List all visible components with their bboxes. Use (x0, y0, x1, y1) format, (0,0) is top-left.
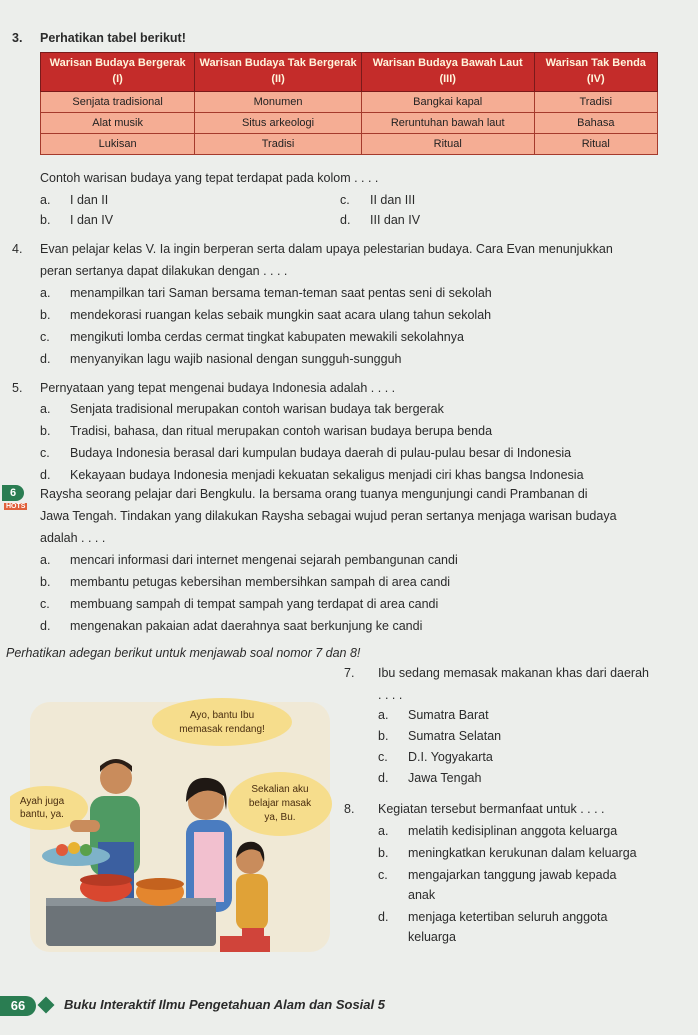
option-letter: b. (40, 308, 51, 322)
option-letter: a. (378, 708, 389, 722)
option-letter: d. (40, 468, 51, 482)
bubble-text: ya, Bu. (264, 812, 296, 823)
option-text: Jawa Tengah (408, 771, 482, 785)
option-letter: b. (40, 424, 51, 438)
question-4-number: 4. (12, 242, 23, 256)
table-cell: Bangkai kapal (361, 92, 534, 113)
option-text: I dan IV (70, 213, 114, 227)
option-letter: b. (378, 846, 389, 860)
option-letter: d. (40, 352, 51, 366)
option-text: Tradisi, bahasa, dan ritual merupakan contoh warisan budaya berupa benda (70, 424, 493, 438)
table-cell: Bahasa (534, 113, 657, 134)
option-text: mendekorasi ruangan kelas sebaik mungkin saat acara ulang tahun sekolah (70, 308, 492, 322)
option-letter: c. (378, 868, 388, 882)
option-letter: d. (340, 213, 351, 227)
question-8-text: Kegiatan tersebut bermanfaat untuk . . . . (378, 802, 605, 816)
heritage-table (40, 52, 658, 155)
option-letter: c. (40, 330, 50, 344)
speech-bubble (152, 698, 292, 746)
option-letter: d. (378, 910, 389, 924)
question-3-prompt: Perhatikan tabel berikut! (40, 31, 186, 45)
question-3-number: 3. (12, 31, 23, 45)
question-3-text: Contoh warisan budaya yang tepat terdapat pada kolom . . . . (40, 171, 379, 185)
question-7-number: 7. (344, 666, 355, 680)
option-letter: a. (378, 824, 389, 838)
table-header-row (41, 53, 658, 92)
option-text: mengenakan pakaian adat daerahnya saat berkunjung ke candi (70, 619, 423, 633)
option-text: Budaya Indonesia berasal dari kumpulan budaya daerah di pulau-pulau besar di Indonesia (70, 446, 572, 460)
table-cell: Reruntuhan bawah laut (361, 113, 534, 134)
table-cell: Lukisan (41, 134, 195, 155)
table-cell: Tradisi (195, 134, 362, 155)
stove (46, 902, 216, 946)
option-letter: c. (340, 193, 350, 207)
table-cell: Ritual (361, 134, 534, 155)
option-text: menjaga ketertiban seluruh anggota (408, 910, 608, 924)
option-letter: a. (40, 402, 51, 416)
option-letter: b. (40, 575, 51, 589)
option-text: melatih kedisiplinan anggota keluarga (408, 824, 618, 838)
option-letter: b. (40, 213, 51, 227)
table-row (41, 113, 658, 134)
option-text: D.I. Yogyakarta (408, 750, 493, 764)
question-6-number-badge: 6 (2, 485, 24, 501)
bubble-text: Ayo, bantu Ibu (189, 710, 255, 721)
option-letter: d. (40, 619, 51, 633)
question-5-text: Pernyataan yang tepat mengenai budaya Indonesia adalah . . . . (40, 381, 396, 395)
option-letter: b. (378, 729, 389, 743)
option-text: II dan III (370, 193, 416, 207)
option-text: menyanyikan lagu wajib nasional dengan sungguh-sungguh (70, 352, 402, 366)
page-number: 66 (0, 996, 36, 1016)
mother-figure (186, 778, 232, 912)
table-header-cell: Warisan Budaya Tak Bergerak (II) (195, 53, 362, 92)
table-cell: Tradisi (534, 92, 657, 113)
option-letter: a. (40, 553, 51, 567)
table-header-cell: Warisan Tak Benda (IV) (534, 53, 657, 92)
option-text: Sumatra Barat (408, 708, 489, 722)
bubble-text: memasak rendang! (179, 724, 265, 735)
option-letter: c. (40, 597, 50, 611)
option-letter: a. (40, 286, 51, 300)
scene-instruction: Perhatikan adegan berikut untuk menjawab soal nomor 7 dan 8! (6, 646, 361, 660)
question-4-text: peran sertanya dapat dilakukan dengan . . . . (40, 264, 288, 278)
option-text: I dan II (70, 193, 109, 207)
option-text: Sumatra Selatan (408, 729, 502, 743)
option-letter: c. (40, 446, 50, 460)
option-text: mengajarkan tanggung jawab kepada (408, 868, 617, 882)
question-8-number: 8. (344, 802, 355, 816)
option-text: membantu petugas kebersihan membersihkan sampah di area candi (70, 575, 451, 589)
table-cell: Alat musik (41, 113, 195, 134)
bubble-text: Sekalian aku (251, 784, 309, 795)
option-text: III dan IV (370, 213, 421, 227)
option-text: Kekayaan budaya Indonesia menjadi kekuatan sekaligus menjadi ciri khas bangsa Indonesia (70, 468, 584, 482)
table-header-cell: Warisan Budaya Bergerak (I) (41, 53, 195, 92)
option-letter: d. (378, 771, 389, 785)
table-cell: Senjata tradisional (41, 92, 195, 113)
question-7-text: Ibu sedang memasak makanan khas dari daerah (378, 666, 649, 680)
bubble-text: Ayah juga (19, 796, 65, 807)
option-text: mengikuti lomba cerdas cermat tingkat kabupaten mewakili sekolahnya (70, 330, 464, 344)
question-4-text: Evan pelajar kelas V. Ia ingin berperan serta dalam upaya pelestarian budaya. Cara Evan menunjukkan (40, 242, 613, 256)
option-text: menampilkan tari Saman bersama teman-teman saat pentas seni di sekolah (70, 286, 492, 300)
option-letter: a. (40, 193, 51, 207)
table-cell: Monumen (195, 92, 362, 113)
bubble-text: bantu, ya. (20, 809, 64, 820)
option-text: membuang sampah di tempat sampah yang terdapat di area candi (70, 597, 439, 611)
bubble-text: belajar masak (248, 798, 312, 809)
option-text: mencari informasi dari internet mengenai sejarah pembangunan candi (70, 553, 458, 567)
question-6-text: Jawa Tengah. Tindakan yang dilakukan Raysha sebagai wujud peran sertanya menjaga warisan budaya (40, 509, 617, 523)
option-text: Senjata tradisional merupakan contoh warisan budaya tak bergerak (70, 402, 444, 416)
table-row (41, 134, 658, 155)
table-cell: Ritual (534, 134, 657, 155)
option-text: anak (408, 888, 436, 902)
question-6-text: adalah . . . . (40, 531, 106, 545)
question-7-text: . . . . (378, 688, 403, 702)
table-cell: Situs arkeologi (195, 113, 362, 134)
option-text: meningkatkan kerukunan dalam keluarga (408, 846, 637, 860)
cooking-illustration (10, 692, 342, 970)
diamond-icon (38, 997, 55, 1014)
table-header-cell: Warisan Budaya Bawah Laut (III) (361, 53, 534, 92)
question-6-text: Raysha seorang pelajar dari Bengkulu. Ia bersama orang tuanya mengunjungi candi Prambanan di (40, 487, 588, 501)
stool (220, 936, 270, 952)
table-row (41, 92, 658, 113)
option-text: keluarga (408, 930, 456, 944)
option-letter: c. (378, 750, 388, 764)
question-5-number: 5. (12, 381, 23, 395)
hots-badge: HOTS (6, 503, 26, 510)
book-title: Buku Interaktif Ilmu Pengetahuan Alam dan Sosial 5 (64, 997, 385, 1012)
